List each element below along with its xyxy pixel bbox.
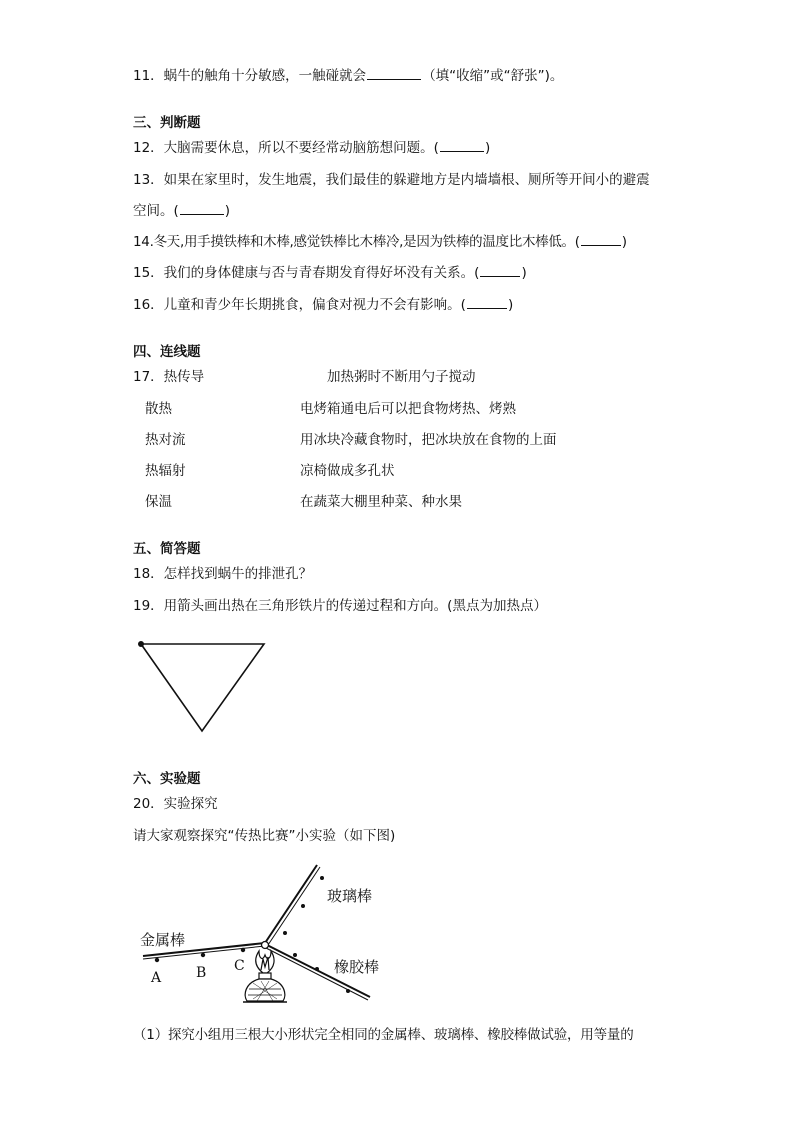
q15-text-after: ) bbox=[521, 265, 527, 281]
match-right-3[interactable]: 用冰块冷藏食物时，把冰块放在食物的上面 bbox=[300, 432, 557, 448]
q11-blank[interactable] bbox=[367, 67, 421, 80]
q14-blank[interactable] bbox=[581, 233, 621, 246]
match-right-4[interactable]: 凉椅做成多孔状 bbox=[300, 463, 395, 479]
rubber-dot-3 bbox=[346, 989, 350, 993]
q15-text-before: 15．我们的身体健康与否与青春期发育得好坏没有关系。( bbox=[133, 265, 480, 281]
question-16 bbox=[133, 296, 513, 314]
q14-text-after: ) bbox=[621, 234, 627, 250]
question-20-intro: 请大家观察探究“传热比赛”小实验（如下图) bbox=[133, 828, 396, 844]
label-metal-rod: 金属棒 bbox=[140, 931, 186, 949]
label-point-a: A bbox=[151, 970, 162, 986]
q14-text-before: 14.冬天,用手摸铁棒和木棒,感觉铁棒比木棒冷,是因为铁棒的温度比木棒低。( bbox=[133, 234, 580, 250]
label-glass-rod: 玻璃棒 bbox=[327, 887, 373, 905]
rubber-dot-1 bbox=[293, 953, 297, 957]
question-11 bbox=[133, 67, 563, 85]
heat-race-diagram bbox=[135, 855, 385, 1015]
question-18: 18．怎样找到蜗牛的排泄孔？ bbox=[133, 566, 313, 582]
match-right-5[interactable]: 在蔬菜大棚里种菜、种水果 bbox=[300, 494, 462, 510]
metal-dot-a bbox=[155, 958, 159, 962]
glass-rod bbox=[265, 865, 317, 943]
section-5-title: 五、简答题 bbox=[133, 541, 201, 557]
glass-dot-1 bbox=[320, 876, 324, 880]
triangle-figure bbox=[130, 635, 275, 740]
q13-text-before: 空间。( bbox=[133, 203, 179, 219]
label-point-c: C bbox=[234, 958, 245, 974]
metal-dot-c bbox=[241, 948, 245, 952]
match-right-1[interactable]: 加热粥时不断用勺子搅动 bbox=[327, 369, 476, 385]
q12-blank[interactable] bbox=[440, 139, 484, 152]
match-left-5[interactable]: 保温 bbox=[145, 494, 172, 510]
label-point-b: B bbox=[196, 965, 207, 981]
match-left-2[interactable]: 散热 bbox=[145, 401, 172, 417]
alcohol-lamp-icon bbox=[243, 973, 287, 1002]
rubber-dot-2 bbox=[315, 967, 319, 971]
question-19: 19．用箭头画出热在三角形铁片的传递过程和方向。(黑点为加热点） bbox=[133, 598, 547, 614]
glass-dot-2 bbox=[301, 904, 305, 908]
q12-text-before: 12．大脑需要休息，所以不要经常动脑筋想问题。( bbox=[133, 140, 439, 156]
heating-point-dot bbox=[138, 641, 144, 647]
question-12 bbox=[133, 139, 490, 157]
metal-dot-b bbox=[201, 953, 205, 957]
section-4-title: 四、连线题 bbox=[133, 344, 201, 360]
q16-text-after: ) bbox=[507, 297, 514, 313]
q13-text-after: ) bbox=[224, 203, 231, 219]
question-13-line-1: 13．如果在家里时，发生地震，我们最佳的躲避地方是内墙墙根、厕所等开间小的避震 bbox=[133, 172, 650, 188]
question-13-line-2 bbox=[133, 202, 230, 220]
question-20: 20．实验探究 bbox=[133, 796, 218, 812]
q15-blank[interactable] bbox=[480, 264, 520, 277]
label-rubber-rod: 橡胶棒 bbox=[334, 958, 380, 976]
glass-dot-3 bbox=[283, 931, 287, 935]
section-6-title: 六、实验题 bbox=[133, 771, 201, 787]
match-left-1[interactable]: 17．热传导 bbox=[133, 369, 205, 385]
q11-text-after: （填“收缩”或“舒张”)。 bbox=[422, 68, 564, 84]
section-3-title: 三、判断题 bbox=[133, 115, 201, 131]
rod-junction bbox=[262, 942, 269, 949]
q13-blank[interactable] bbox=[180, 202, 224, 215]
match-left-3[interactable]: 热对流 bbox=[145, 432, 186, 448]
question-15 bbox=[133, 264, 527, 282]
q11-text-before: 11．蜗牛的触角十分敏感，一触碰就会 bbox=[133, 68, 367, 84]
match-right-2[interactable]: 电烤箱通电后可以把食物烤热、烤熟 bbox=[300, 401, 516, 417]
question-20-part-1: （1）探究小组用三根大小形状完全相同的金属棒、玻璃棒、橡胶棒做试验，用等量的 bbox=[133, 1027, 634, 1043]
match-left-4[interactable]: 热辐射 bbox=[145, 463, 186, 479]
flame-icon bbox=[256, 951, 274, 973]
q16-text-before: 16．儿童和青少年长期挑食，偏食对视力不会有影响。( bbox=[133, 297, 466, 313]
question-14 bbox=[133, 233, 627, 251]
triangle-iron-sheet bbox=[141, 644, 264, 731]
q12-text-after: ) bbox=[484, 140, 491, 156]
q16-blank[interactable] bbox=[467, 296, 507, 309]
